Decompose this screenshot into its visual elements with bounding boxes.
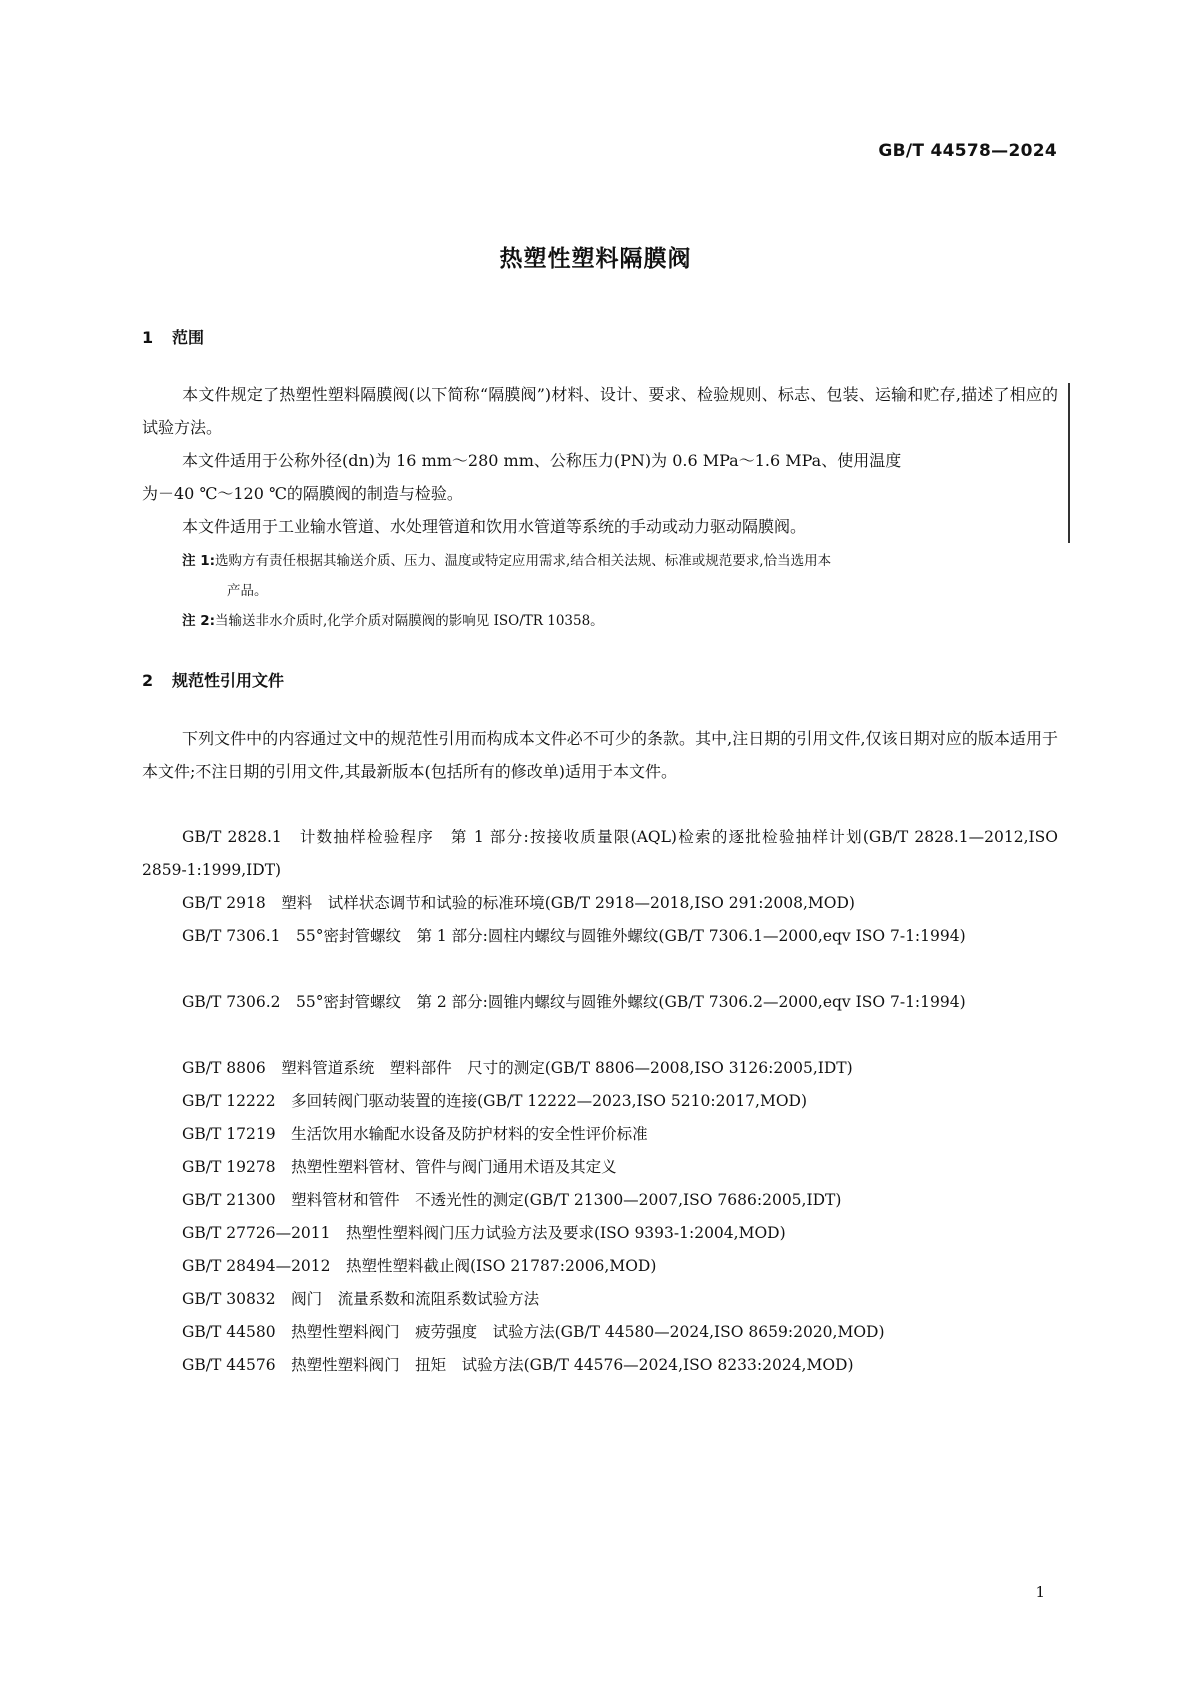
reference-item: GB/T 2918 塑料 试样状态调节和试验的标准环境(GB/T 2918—2018,ISO 291:2008,MOD) — [182, 894, 855, 912]
reference-item: GB/T 17219 生活饮用水输配水设备及防护材料的安全性评价标准 — [182, 1125, 648, 1143]
note-1-text: 选购方有责任根据其输送介质、压力、温度或特定应用需求,结合相关法规、标准或规范要求,恰当选用本 — [215, 553, 832, 569]
scope-paragraph-2-line-2: 为－40 ℃～120 ℃的隔膜阀的制造与检验。 — [142, 484, 463, 503]
section-1-heading — [142, 325, 204, 348]
reference-item: GB/T 12222 多回转阀门驱动装置的连接(GB/T 12222—2023,ISO 5210:2017,MOD) — [182, 1092, 808, 1110]
reference-item: GB/T 44580 热塑性塑料阀门 疲劳强度 试验方法(GB/T 44580—2024,ISO 8659:2020,MOD) — [182, 1323, 885, 1341]
standard-code: GB/T 44578—2024 — [878, 141, 1057, 161]
change-bar — [1068, 383, 1070, 543]
reference-item: GB/T 21300 塑料管材和管件 不透光性的测定(GB/T 21300—2007,ISO 7686:2005,IDT) — [182, 1191, 842, 1209]
note-1-continuation: 产品。 — [227, 583, 268, 599]
reference-item: GB/T 30832 阀门 流量系数和流阻系数试验方法 — [182, 1290, 540, 1308]
note-2-text: 当输送非水介质时,化学介质对隔膜阀的影响见 ISO/TR 10358。 — [215, 613, 604, 629]
scope-paragraph-3: 本文件适用于工业输水管道、水处理管道和饮用水管道等系统的手动或动力驱动隔膜阀。 — [182, 517, 807, 536]
reference-item: GB/T 44576 热塑性塑料阀门 扭矩 试验方法(GB/T 44576—2024,ISO 8233:2024,MOD) — [182, 1356, 854, 1374]
reference-item: GB/T 28494—2012 热塑性塑料截止阀(ISO 21787:2006,MOD) — [182, 1257, 657, 1275]
reference-item: GB/T 27726—2011 热塑性塑料阀门压力试验方法及要求(ISO 9393-1:2004,MOD) — [182, 1224, 786, 1242]
section-1-number: 1 — [142, 328, 154, 347]
note-2-label: 注 2: — [182, 613, 215, 629]
reference-item: GB/T 8806 塑料管道系统 塑料部件 尺寸的测定(GB/T 8806—2008,ISO 3126:2005,IDT) — [182, 1059, 853, 1077]
note-1 — [182, 546, 1058, 606]
section-1-title: 范围 — [172, 328, 205, 347]
note-1-label: 注 1: — [182, 553, 215, 569]
scope-paragraph-1: 本文件规定了热塑性塑料隔膜阀(以下简称“隔膜阀”)材料、设计、要求、检验规则、标志、包装、运输和贮存,描述了相应的试验方法。 — [142, 385, 1058, 437]
reference-item: GB/T 19278 热塑性塑料管材、管件与阀门通用术语及其定义 — [182, 1158, 617, 1176]
document-title: 热塑性塑料隔膜阀 — [499, 246, 692, 272]
scope-paragraph-2-line-1: 本文件适用于公称外径(dn)为 16 mm～280 mm、公称压力(PN)为 0.6 MPa～1.6 MPa、使用温度 — [182, 451, 902, 470]
section-2-heading — [142, 668, 284, 691]
reference-item: GB/T 7306.1 55°密封管螺纹 第 1 部分:圆柱内螺纹与圆锥外螺纹(GB/T 7306.1—2000,eqv ISO 7-1:1994) — [182, 927, 966, 945]
section-2-number: 2 — [142, 671, 154, 690]
references-intro: 下列文件中的内容通过文中的规范性引用而构成本文件必不可少的条款。其中,注日期的引用文件,仅该日期对应的版本适用于本文件;不注日期的引用文件,其最新版本(包括所有的修改单)适用于本文件。 — [142, 729, 1058, 781]
reference-item: GB/T 7306.2 55°密封管螺纹 第 2 部分:圆锥内螺纹与圆锥外螺纹(GB/T 7306.2—2000,eqv ISO 7-1:1994) — [182, 993, 966, 1011]
note-2 — [182, 606, 1058, 636]
page-number: 1 — [1035, 1583, 1045, 1601]
reference-item: GB/T 2828.1 计数抽样检验程序 第 1 部分:按接收质量限(AQL)检索的逐批检验抽样计划(GB/T 2828.1—2012,ISO 2859-1:1999,IDT) — [142, 828, 1058, 879]
section-2-title: 规范性引用文件 — [172, 671, 285, 690]
